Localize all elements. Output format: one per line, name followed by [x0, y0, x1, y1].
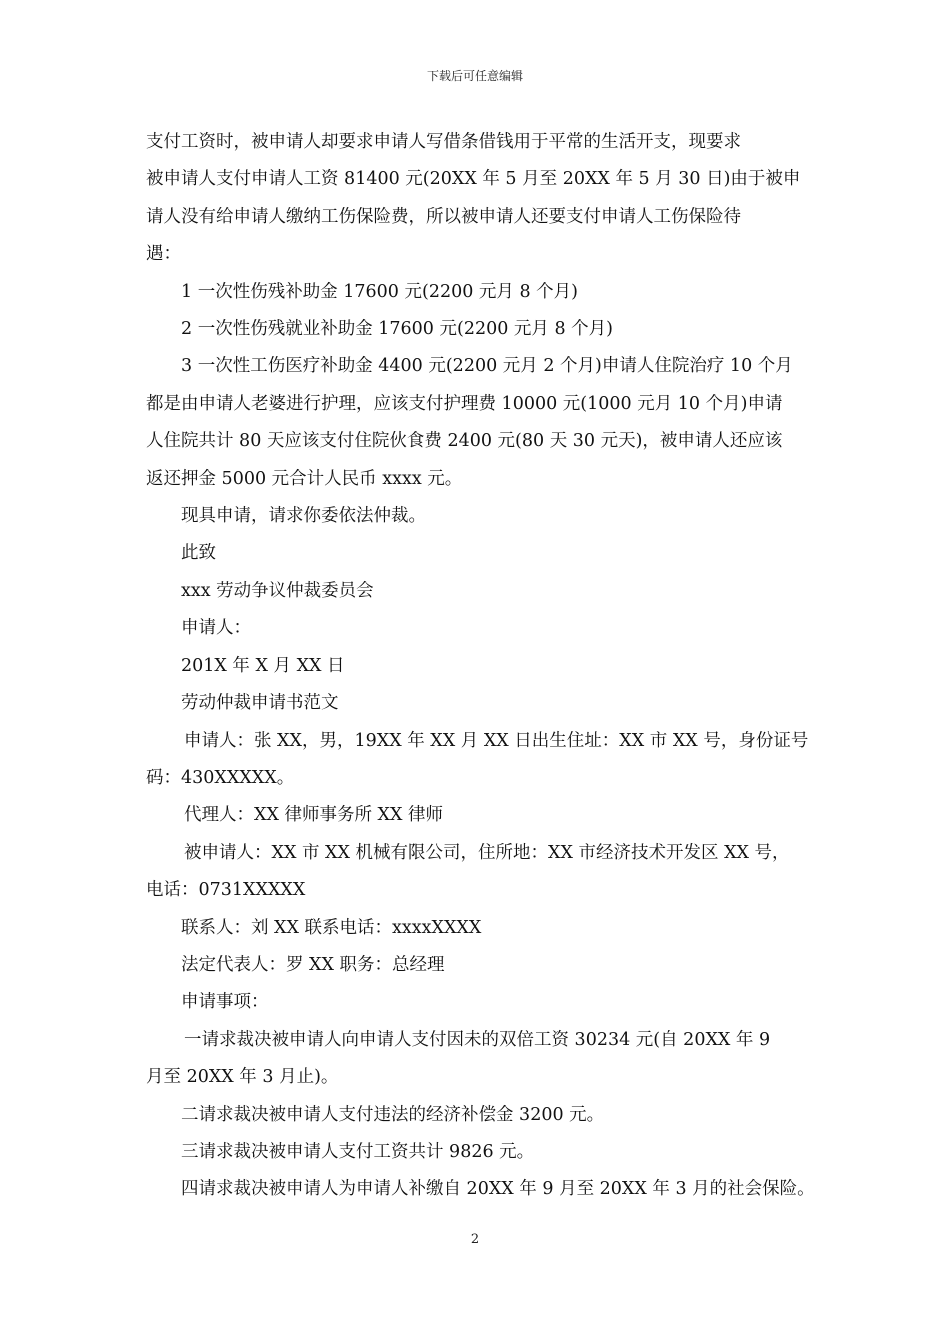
closing-request: 现具申请，请求你委依法仲裁。: [181, 506, 426, 527]
paragraph-line: 支付工资时，被申请人却要求申请人写借条借钱用于平常的生活开支，现要求: [146, 132, 741, 152]
applicant-signature: 申请人：: [181, 618, 251, 639]
committee-name: xxx 劳动争议仲裁委员会: [181, 580, 374, 601]
compensation-item-1: 1 一次性伤残补助金 17600 元(2200 元月 8 个月): [181, 281, 579, 302]
request-item-3: 三请求裁决被申请人支付工资共计 9826 元。: [181, 1141, 535, 1162]
request-item-2: 二请求裁决被申请人支付违法的经济补偿金 3200 元。: [181, 1104, 605, 1125]
respondent-info: 被申请人：XX 市 XX 机械有限公司，住所地：XX 市经济技术开发区 XX 号，: [184, 842, 790, 863]
paragraph-line: 都是由申请人老婆进行护理，应该支付护理费 10000 元(1000 元月 10 个月)申请: [146, 393, 783, 414]
document-date: 201X 年 X 月 XX 日: [181, 655, 345, 676]
paragraph-line: 返还押金 5000 元合计人民币 xxxx 元。: [146, 468, 463, 489]
sample-title: 劳动仲裁申请书范文: [181, 693, 339, 714]
agent-info: 代理人：XX 律师事务所 XX 律师: [184, 805, 444, 826]
paragraph-line: 码：430XXXXX。: [146, 767, 295, 788]
header-note: 下载后可任意编辑: [426, 69, 523, 83]
request-items-heading: 申请事项：: [181, 992, 269, 1013]
compensation-item-3: 3 一次性工伤医疗补助金 4400 元(2200 元月 2 个月)申请人住院治疗 10 个月: [181, 356, 793, 377]
request-item-4: 四请求裁决被申请人为申请人补缴自 20XX 年 9 月至 20XX 年 3 月的社会保险。: [181, 1179, 815, 1200]
paragraph-line: 人住院共计 80 天应该支付住院伙食费 2400 元(80 天 30 元天)，被申请人还应该: [146, 431, 783, 452]
paragraph-line: 月至 20XX 年 3 月止)。: [146, 1067, 339, 1088]
paragraph-line: 电话：0731XXXXX: [146, 880, 306, 901]
paragraph-line: 被申请人支付申请人工资 81400 元(20XX 年 5 月至 20XX 年 5 月 30 日)由于被申: [146, 169, 801, 190]
applicant-info: 申请人：张 XX，男，19XX 年 XX 月 XX 日出生住址：XX 市 XX 号，身份证号: [184, 730, 809, 751]
legal-representative: 法定代表人：罗 XX 职务：总经理: [181, 954, 445, 975]
contact-info: 联系人：刘 XX 联系电话：xxxxXXXX: [181, 917, 482, 938]
salutation: 此致: [181, 543, 216, 564]
paragraph-line: 请人没有给申请人缴纳工伤保险费，所以被申请人还要支付申请人工伤保险待: [146, 206, 741, 227]
document-body: [146, 124, 815, 1209]
page-number: 2: [470, 1232, 480, 1247]
request-item-1: 一请求裁决被申请人向申请人支付因未的双倍工资 30234 元(自 20XX 年 9: [184, 1029, 771, 1050]
paragraph-line: 遇：: [146, 244, 181, 265]
compensation-item-2: 2 一次性伤残就业补助金 17600 元(2200 元月 8 个月): [181, 319, 614, 340]
